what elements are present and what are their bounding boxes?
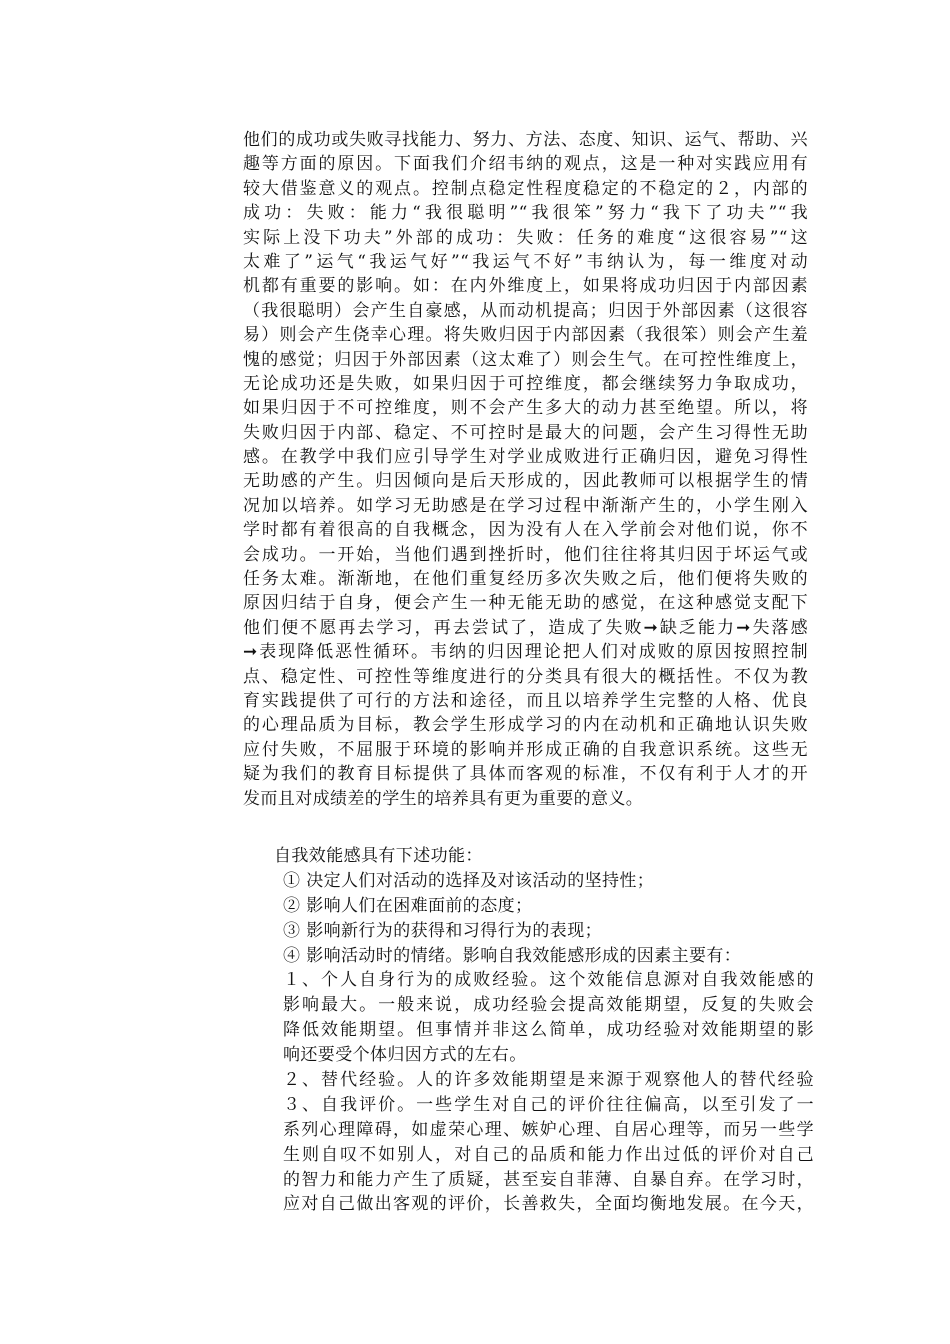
- text-line: 任务太难。渐渐地，在他们重复经历多次失败之后，他们便将失败的: [243, 569, 808, 590]
- text-line: 应对自己做出客观的评价，长善救失，全面均衡地发展。在今天，: [283, 1194, 814, 1215]
- text-line: 实际上没下功夫”外部的成功：失败：任务的难度“这很容易”“这: [243, 227, 808, 248]
- text-line: 如果归因于不可控维度，则不会产生多大的动力甚至绝望。所以，将: [243, 398, 808, 419]
- text-line: 趣等方面的原因。下面我们介绍韦纳的观点，这是一种对实践应用有: [243, 154, 808, 175]
- text-line: 失败归因于内部、稳定、不可控时是最大的问题，会产生习得性无助: [243, 422, 808, 443]
- text-line: 较大借鉴意义的观点。控制点稳定性程度稳定的不稳定的２，内部的: [243, 178, 808, 199]
- text-line: 会成功。一开始，当他们遇到挫折时，他们往往将其归因于坏运气或: [243, 544, 808, 565]
- text-line: 影响最大。一般来说，成功经验会提高效能期望，反复的失败会: [283, 995, 814, 1016]
- text-line: 点、稳定性、可控性等维度进行的分类具有很大的概括性。不仅为教: [243, 666, 808, 687]
- text-line: 疑为我们的教育目标提供了具体而客观的标准，不仅有利于人才的开: [243, 764, 808, 785]
- text-line: 的心理品质为目标，教会学生形成学习的内在动机和正确地认识失败: [243, 715, 808, 736]
- text-line: 的智力和能力产生了质疑，甚至妄自菲薄、自暴自弃。在学习时，: [283, 1169, 814, 1190]
- self-efficacy-paragraph: [274, 844, 814, 1217]
- text-line: 应付失败，不屈服于环境的影响并形成正确的自我意识系统。这些无: [243, 739, 808, 760]
- text-line: 降低效能期望。但事情并非这么简单，成功经验对效能期望的影: [283, 1020, 814, 1041]
- text-line: １、个人自身行为的成败经验。这个效能信息源对自我效能感的: [283, 970, 814, 991]
- text-line: （我很聪明）会产生自豪感，从而动机提高；归因于外部因素（这很容: [243, 300, 808, 321]
- text-line: 感。在教学中我们应引导学生对学业成败进行正确归因，避免习得性: [243, 447, 808, 468]
- attribution-theory-paragraph: [243, 128, 808, 811]
- text-line: ➞表现降低恶性循环。韦纳的归因理论把人们对成败的原因按照控制: [243, 642, 808, 663]
- text-line: ３、自我评价。一些学生对自己的评价往往偏高，以至引发了一: [283, 1094, 814, 1115]
- text-line: 无助感的产生。归因倾向是后天形成的，因此教师可以根据学生的情: [243, 471, 808, 492]
- list-item: ① 决定人们对活动的选择及对该活动的坚持性；: [283, 870, 655, 891]
- text-line: 成功：失败：能力“我很聪明”“我很笨”努力“我下了功夫”“我: [243, 203, 808, 224]
- list-item: ② 影响人们在困难面前的态度；: [283, 895, 533, 916]
- text-line: 响还要受个体归因方式的左右。: [283, 1045, 527, 1066]
- text-line: ２、替代经验。人的许多效能期望是来源于观察他人的替代经验: [283, 1070, 814, 1091]
- text-line: 况加以培养。如学习无助感是在学习过程中渐渐产生的，小学生刚入: [243, 495, 808, 516]
- text-line: 育实践提供了可行的方法和途径，而且以培养学生完整的人格、优良: [243, 690, 808, 711]
- section-heading: 自我效能感具有下述功能：: [274, 846, 483, 866]
- list-item: ④ 影响活动时的情绪。影响自我效能感形成的因素主要有：: [283, 945, 742, 966]
- text-line: 生则自叹不如别人，对自己的品质和能力作出过低的评价对自己: [283, 1144, 814, 1165]
- text-line: 太难了”运气“我运气好”“我运气不好”韦纳认为，每一维度对动: [243, 251, 808, 272]
- text-line: 他们便不愿再去学习，再去尝试了，造成了失败➞缺乏能力➞失落感: [243, 617, 808, 638]
- text-line: 愧的感觉；归因于外部因素（这太难了）则会生气。在可控性维度上，: [243, 349, 808, 370]
- text-line: 易）则会产生侥幸心理。将失败归因于内部因素（我很笨）则会产生羞: [243, 325, 808, 346]
- text-line: 无论成功还是失败，如果归因于可控维度，都会继续努力争取成功，: [243, 373, 808, 394]
- list-item: ③ 影响新行为的获得和习得行为的表现；: [283, 920, 603, 941]
- text-line: 原因归结于自身，便会产生一种无能无助的感觉，在这种感觉支配下: [243, 593, 808, 614]
- text-line: 学时都有着很高的自我概念，因为没有人在入学前会对他们说，你不: [243, 520, 808, 541]
- text-line: 系列心理障碍，如虚荣心理、嫉妒心理、自居心理等，而另一些学: [283, 1119, 814, 1140]
- text-line: 他们的成功或失败寻找能力、努力、方法、态度、知识、运气、帮助、兴: [243, 130, 808, 150]
- text-line: 发而且对成绩差的学生的培养具有更为重要的意义。: [243, 788, 644, 809]
- text-line: 机都有重要的影响。如：在内外维度上，如果将成功归因于内部因素: [243, 276, 808, 297]
